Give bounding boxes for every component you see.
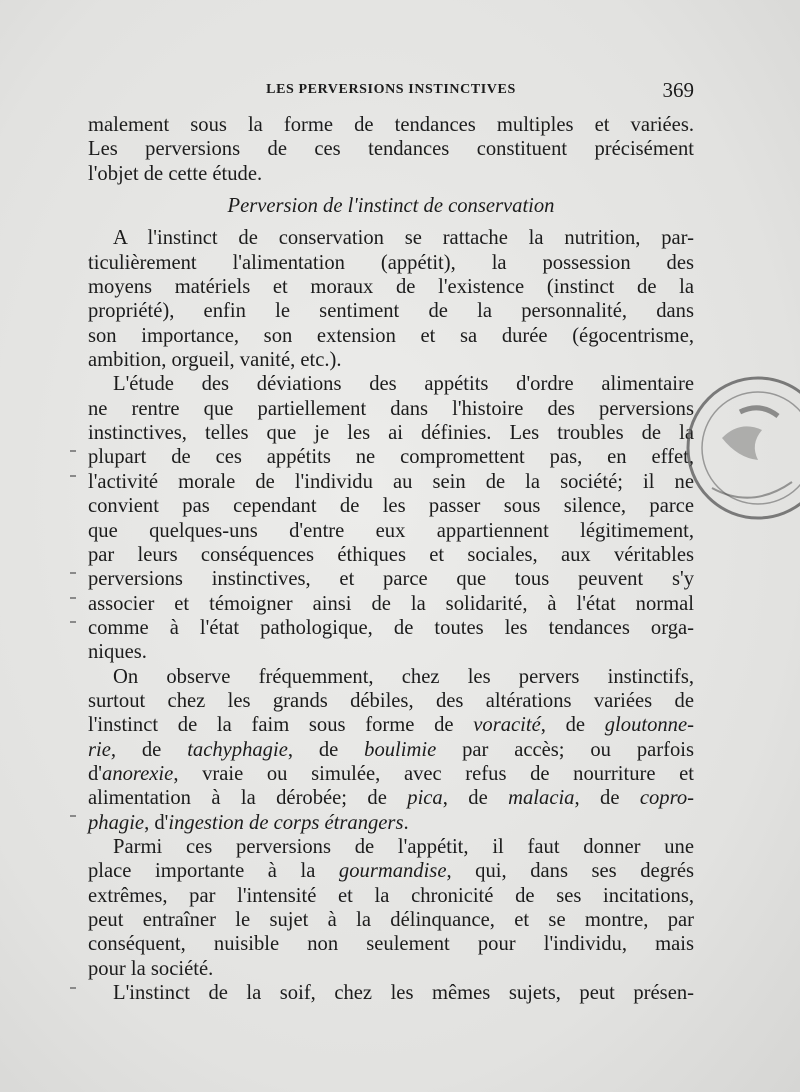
text-line: l'objet de cette étude. [88, 162, 263, 185]
italic-term: malacia [508, 787, 575, 810]
paragraph-6 [88, 981, 694, 1005]
paragraph-5 [88, 835, 694, 981]
italic-term: tachyphagie [187, 738, 288, 761]
text-run: . [403, 811, 409, 834]
italic-term: rie, [88, 738, 117, 761]
margin-tick [70, 572, 76, 574]
paragraph-4 [88, 665, 694, 835]
page-number: 369 [662, 78, 694, 102]
running-head [88, 78, 694, 104]
text-run: l'instinct de la faim sous forme de [88, 714, 474, 737]
paragraph-1 [88, 113, 694, 186]
text-line: malement sous la forme de tendances multiples et variées. [88, 114, 694, 136]
text-line: son importance, son extension et sa durée (égocentrisme, [88, 324, 694, 347]
italic-term: gloutonne- [604, 714, 694, 737]
text-line: niques. [88, 641, 147, 664]
paragraph-3 [88, 372, 694, 664]
italic-term: voracité [473, 714, 541, 737]
text-line [88, 713, 694, 737]
text-line [88, 811, 694, 835]
text-line: instinctives, telles que je les ai définies. Les troubles de la [88, 422, 694, 445]
text-line: Les perversions de ces tendances constituent précisément [88, 138, 694, 161]
text-line: ambition, orgueil, vanité, etc.). [88, 349, 342, 372]
text-run: , d' [144, 811, 169, 834]
text-run: , qui, dans ses degrés [446, 860, 695, 883]
text-line: propriété), enfin le sentiment de la personnalité, dans [88, 300, 694, 323]
margin-ticks [70, 440, 80, 1040]
italic-term: boulimie [364, 738, 437, 761]
italic-term: gourmandise [338, 860, 447, 883]
margin-tick [70, 450, 76, 452]
italic-term: copro- [639, 787, 695, 810]
text-line: ne rentre que partiellement dans l'histoire des perversions [88, 397, 694, 420]
text-line: peut entraîner le sujet à la délinquance, et se montre, par [88, 909, 694, 931]
text-run: par accès; ou parfois [436, 738, 695, 761]
text-line: convient pas cependant de les passer sous silence, parce [88, 495, 694, 518]
running-title: LES PERVERSIONS INSTINCTIVES [266, 82, 516, 97]
margin-tick [70, 621, 76, 623]
text-line: A l'instinct de conservation se rattache la nutrition, par- [113, 227, 694, 250]
text-line: ticulièrement l'alimentation (appétit), la possession des [88, 251, 694, 274]
text-run: alimentation à la dérobée; de [88, 787, 408, 810]
text-line: comme à l'état pathologique, de toutes les tendances orga- [88, 616, 694, 639]
text-line: surtout chez les grands débiles, des altérations variées de [88, 689, 694, 712]
text-run: , de [287, 738, 365, 761]
text-line: conséquent, nuisible non seulement pour l'individu, mais [88, 933, 694, 956]
text-line: extrêmes, par l'intensité et la chronicité de ses incitations, [88, 884, 694, 907]
text-run: , de [540, 714, 605, 737]
text-line: l'activité morale de l'individu au sein de la société; il ne [88, 470, 694, 493]
paragraph-2 [88, 226, 694, 372]
text-run: , vraie ou simulée, avec refus de nourriture et [173, 762, 694, 785]
text-line: L'étude des déviations des appétits d'ordre alimentaire [113, 373, 694, 396]
text-line: par leurs conséquences éthiques et sociales, aux véritables [88, 543, 694, 566]
text-line: moyens matériels et moraux de l'existence (instinct de la [88, 276, 694, 299]
text-line [88, 738, 694, 762]
text-run: place importante à la [88, 860, 339, 883]
text-run: , de [442, 787, 509, 810]
text-line: Parmi ces perversions de l'appétit, il faut donner une [113, 835, 694, 858]
text-run: de [116, 738, 188, 761]
text-line: que quelques-uns d'entre eux appartiennent légitimement, [88, 519, 694, 542]
text-line: associer et témoigner ainsi de la solidarité, à l'état normal [88, 592, 694, 615]
body-text [88, 113, 694, 1005]
italic-term: anorexie [102, 762, 174, 785]
margin-tick [70, 987, 76, 989]
text-run: d' [88, 762, 103, 785]
text-line [88, 859, 694, 883]
text-line: pour la société. [88, 957, 214, 980]
text-line: On observe fréquemment, chez les pervers instinctifs, [113, 665, 694, 688]
library-stamp-seal [682, 368, 800, 528]
italic-term: phagie [88, 811, 145, 834]
section-heading: Perversion de l'instinct de conservation [227, 195, 555, 218]
text-line: plupart de ces appétits ne compromettent pas, en effet, [88, 446, 694, 469]
text-line: L'instinct de la soif, chez les mêmes sujets, peut présen- [113, 982, 694, 1005]
text-line [88, 762, 694, 786]
italic-term: ingestion de corps étrangers [168, 811, 404, 834]
text-line [88, 786, 694, 810]
margin-tick [70, 815, 76, 817]
margin-tick [70, 475, 76, 477]
margin-tick [70, 597, 76, 599]
text-run: , de [574, 787, 640, 810]
italic-term: pica [407, 787, 443, 810]
text-line: perversions instinctives, et parce que tous peuvent s'y [88, 568, 694, 591]
